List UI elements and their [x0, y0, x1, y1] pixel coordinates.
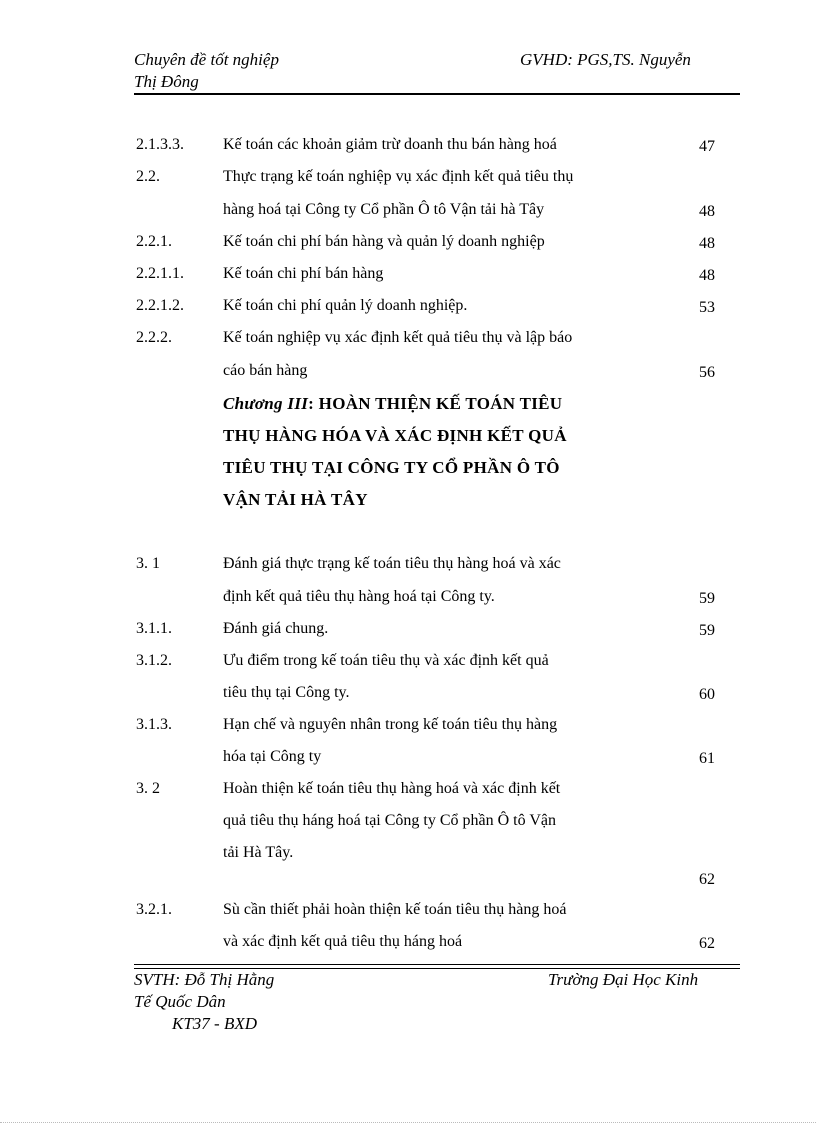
toc-number: 2.2.2. [136, 329, 172, 346]
toc-page: 47 [699, 138, 715, 155]
header-left-line1: Chuyên đề tốt nghiệp [134, 50, 279, 69]
toc-text: Kế toán các khoản giảm trừ doanh thu bán hàng hoá [223, 136, 557, 153]
toc-text: Hạn chế và nguyên nhân trong kế toán tiêu thụ hàng [223, 716, 558, 733]
chapter-title-start: : HOÀN THIỆN KẾ TOÁN TIÊU [308, 394, 563, 413]
header-right: GVHD: PGS,TS. Nguyễn [520, 50, 691, 69]
chapter-heading-line4: VẬN TẢI HÀ TÂY [223, 490, 368, 509]
toc-text: Kế toán nghiệp vụ xác định kết quả tiêu thụ và lập báo [223, 329, 573, 346]
toc-text: tải Hà Tây. [223, 844, 294, 861]
toc-page: 62 [699, 935, 715, 952]
toc-number: 2.2.1.2. [136, 297, 184, 314]
toc-page: 61 [699, 750, 715, 767]
toc-text: Đánh giá thực trạng kế toán tiêu thụ hàng hoá và xác [223, 555, 561, 572]
toc-text: Kế toán chi phí quản lý doanh nghiệp. [223, 297, 468, 314]
toc-number: 2.2.1. [136, 233, 172, 250]
chapter-heading-line1 [223, 393, 562, 415]
footer-left-line2: Tế Quốc Dân [134, 992, 226, 1011]
toc-text: Ưu điểm trong kế toán tiêu thụ và xác định kết quả [223, 652, 549, 669]
toc-text: Kế toán chi phí bán hàng [223, 265, 384, 282]
toc-text: Hoàn thiện kế toán tiêu thụ hàng hoá và xác định kết [223, 780, 561, 797]
header-left-line2: Thị Đông [134, 72, 199, 91]
toc-number: 2.1.3.3. [136, 136, 184, 153]
toc-number: 3. 2 [136, 780, 160, 797]
footer-right: Trường Đại Học Kinh [548, 970, 699, 989]
toc-text: cáo bán hàng [223, 362, 308, 379]
footer-left-line3: KT37 - BXD [172, 1014, 257, 1033]
toc-page: 56 [699, 364, 715, 381]
chapter-heading-line3: TIÊU THỤ TẠI CÔNG TY CỔ PHẦN Ô TÔ [223, 458, 560, 477]
toc-number: 3.1.3. [136, 716, 172, 733]
toc-page: 48 [699, 235, 715, 252]
toc-page: 48 [699, 203, 715, 220]
chapter-prefix: Chương III [223, 394, 309, 413]
toc-text: và xác định kết quả tiêu thụ háng hoá [223, 933, 463, 950]
toc-page: 59 [699, 590, 715, 607]
toc-text: Đánh giá chung. [223, 620, 329, 637]
toc-number: 3. 1 [136, 555, 160, 572]
toc-number: 3.2.1. [136, 901, 172, 918]
toc-page: 62 [699, 871, 715, 888]
chapter-heading-line2: THỤ HÀNG HÓA VÀ XÁC ĐỊNH KẾT QUẢ [223, 426, 567, 445]
toc-page: 59 [699, 622, 715, 639]
toc-number: 2.2.1.1. [136, 265, 184, 282]
toc-text: hàng hoá tại Công ty Cổ phần Ô tô Vận tải hà Tây [223, 201, 545, 218]
toc-text: Thực trạng kế toán nghiệp vụ xác định kết quả tiêu thụ [223, 168, 574, 185]
toc-text: Kế toán chi phí bán hàng và quản lý doanh nghiệp [223, 233, 545, 250]
toc-text: quả tiêu thụ háng hoá tại Công ty Cổ phần Ô tô Vận [223, 812, 556, 829]
header-rule [134, 93, 740, 95]
toc-number: 2.2. [136, 168, 160, 185]
toc-number: 3.1.1. [136, 620, 172, 637]
toc-page: 48 [699, 267, 715, 284]
toc-text: tiêu thụ tại Công ty. [223, 684, 350, 701]
toc-text: hóa tại Công ty [223, 748, 322, 765]
footer-left-line1: SVTH: Đỗ Thị Hằng [134, 970, 275, 989]
toc-number: 3.1.2. [136, 652, 172, 669]
toc-page: 60 [699, 686, 715, 703]
toc-text: định kết quả tiêu thụ hàng hoá tại Công ty. [223, 588, 495, 605]
toc-text: Sù cần thiết phải hoàn thiện kế toán tiêu thụ hàng hoá [223, 901, 567, 918]
toc-page: 53 [699, 299, 715, 316]
